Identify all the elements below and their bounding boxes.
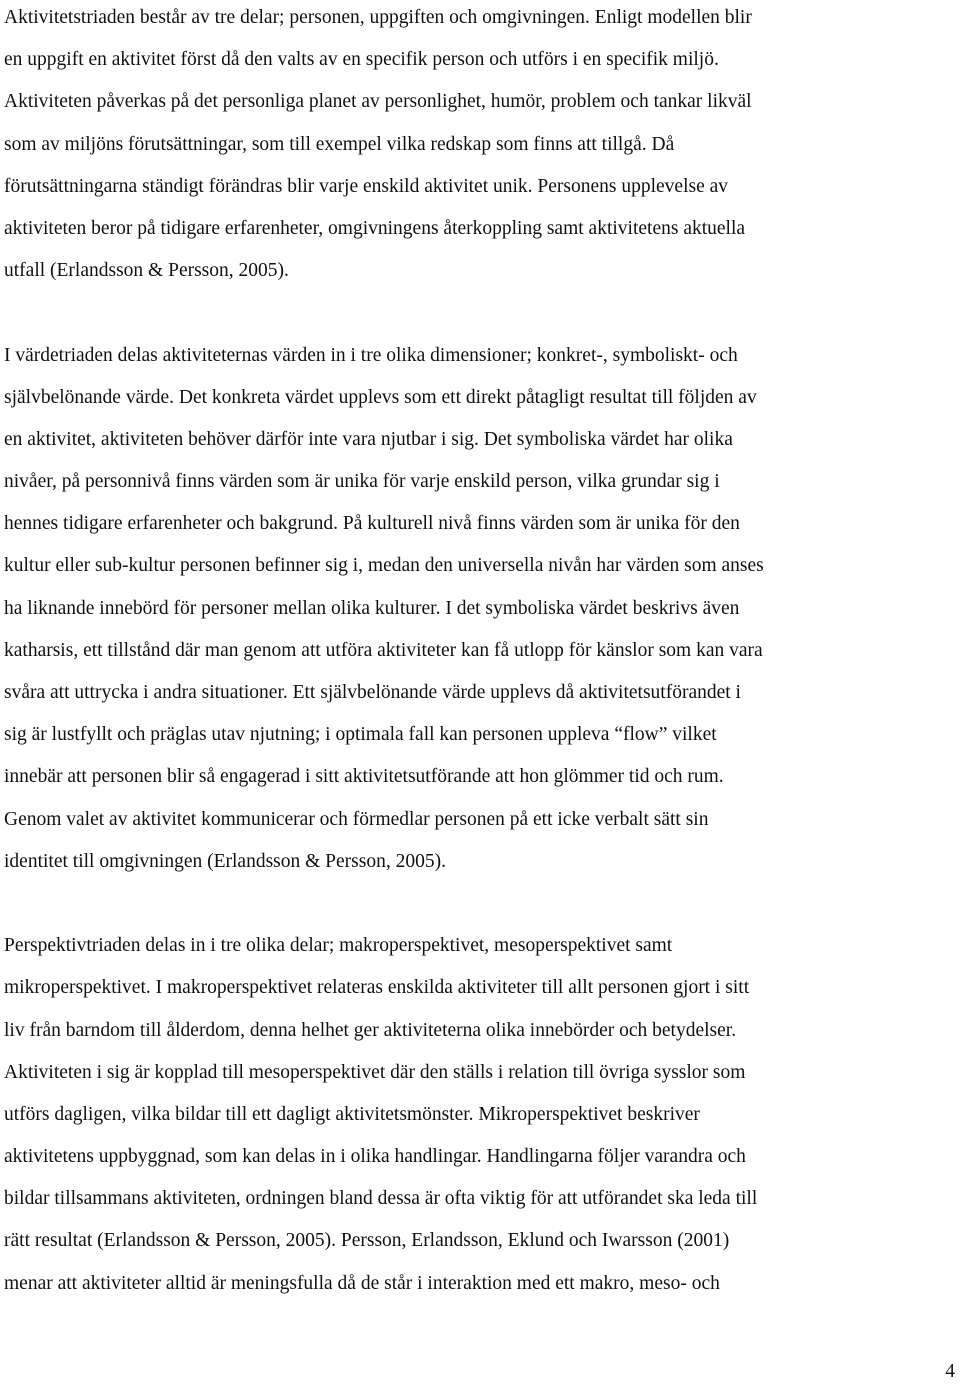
paragraph-perspective-triad <box>4 925 956 1305</box>
text-line: kultur eller sub-kultur personen befinner sig i, medan den universella nivån har värden som anses <box>4 555 764 577</box>
text-line: katharsis, ett tillstånd där man genom att utföra aktiviteter kan få utlopp för känslor som kan vara <box>4 639 763 661</box>
text-line: utfall (Erlandsson & Persson, 2005). <box>4 260 289 282</box>
text-line: ha liknande innebörd för personer mellan olika kulturer. I det symboliska värdet beskrivs även <box>4 597 740 619</box>
text-line: en aktivitet, aktiviteten behöver därför inte vara njutbar i sig. Det symboliska värdet har olika <box>4 428 733 450</box>
text-line: hennes tidigare erfarenheter och bakgrund. På kulturell nivå finns värden som är unika för den <box>4 513 740 535</box>
text-line: utförs dagligen, vilka bildar till ett dagligt aktivitetsmönster. Mikroperspektivet beskriver <box>4 1103 700 1125</box>
text-line: Aktivitetstriaden består av tre delar; personen, uppgiften och omgivningen. Enligt modellen blir <box>4 7 752 28</box>
text-line: självbelönande värde. Det konkreta värdet upplevs som ett direkt påtagligt resultat till följden av <box>4 386 757 408</box>
text-line: rätt resultat (Erlandsson & Persson, 2005). Persson, Erlandsson, Eklund och Iwarsson (2001) <box>4 1230 730 1252</box>
text-line: sig är lustfyllt och präglas utav njutning; i optimala fall kan personen uppleva “flow” vilket <box>4 724 717 746</box>
text-line: Aktiviteten i sig är kopplad till mesoperspektivet där den ställs i relation till övriga sysslor som <box>4 1061 746 1083</box>
text-line: Genom valet av aktivitet kommunicerar och förmedlar personen på ett icke verbalt sätt sin <box>4 808 709 830</box>
text-line: liv från barndom till ålderdom, denna helhet ger aktiviteterna olika innebörder och betydelser. <box>4 1019 737 1041</box>
text-line: förutsättningarna ständigt förändras blir varje enskild aktivitet unik. Personens upplevelse av <box>4 175 729 197</box>
text-line: aktivitetens uppbyggnad, som kan delas in i olika handlingar. Handlingarna följer varandra och <box>4 1146 746 1168</box>
paragraph-value-triad <box>4 335 956 883</box>
text-line: mikroperspektivet. I makroperspektivet relateras enskilda aktiviteter till allt personen gjort i sitt <box>4 977 750 999</box>
paragraph-spacer <box>4 883 956 925</box>
text-line: en uppgift en aktivitet först då den valts av en specifik person och utförs i en specifik miljö. <box>4 49 719 71</box>
text-line: nivåer, på personnivå finns värden som är unika för varje enskild person, vilka grundar sig i <box>4 471 720 493</box>
text-line: Aktiviteten påverkas på det personliga planet av personlighet, humör, problem och tankar likväl <box>4 91 752 113</box>
text-line: bildar tillsammans aktiviteten, ordningen bland dessa är ofta viktig för att utförandet ska leda till <box>4 1188 758 1210</box>
text-line: innebär att personen blir så engagerad i sitt aktivitetsutförande att hon glömmer tid och rum. <box>4 766 724 788</box>
text-line: svåra att uttrycka i andra situationer. Ett självbelönande värde upplevs då aktivitetsutförandet i <box>4 682 741 703</box>
text-line: I värdetriaden delas aktiviteternas värden in i tre olika dimensioner; konkret-, symboliskt- och <box>4 344 738 366</box>
text-line: aktiviteten beror på tidigare erfarenheter, omgivningens återkoppling samt aktivitetens aktuella <box>4 217 746 239</box>
paragraph-activity-triad <box>4 0 956 292</box>
paragraph-spacer <box>4 292 956 334</box>
text-line: Perspektivtriaden delas in i tre olika delar; makroperspektivet, mesoperspektivet samt <box>4 935 673 957</box>
text-line: identitet till omgivningen (Erlandsson & Persson, 2005). <box>4 850 446 872</box>
document-body <box>4 0 956 1305</box>
text-line: som av miljöns förutsättningar, som till exempel vilka redskap som finns att tillgå. Då <box>4 133 675 155</box>
page-number: 4 <box>945 1361 955 1382</box>
text-line: menar att aktiviteter alltid är meningsfulla då de står i interaktion med ett makro, meso- och <box>4 1272 720 1294</box>
